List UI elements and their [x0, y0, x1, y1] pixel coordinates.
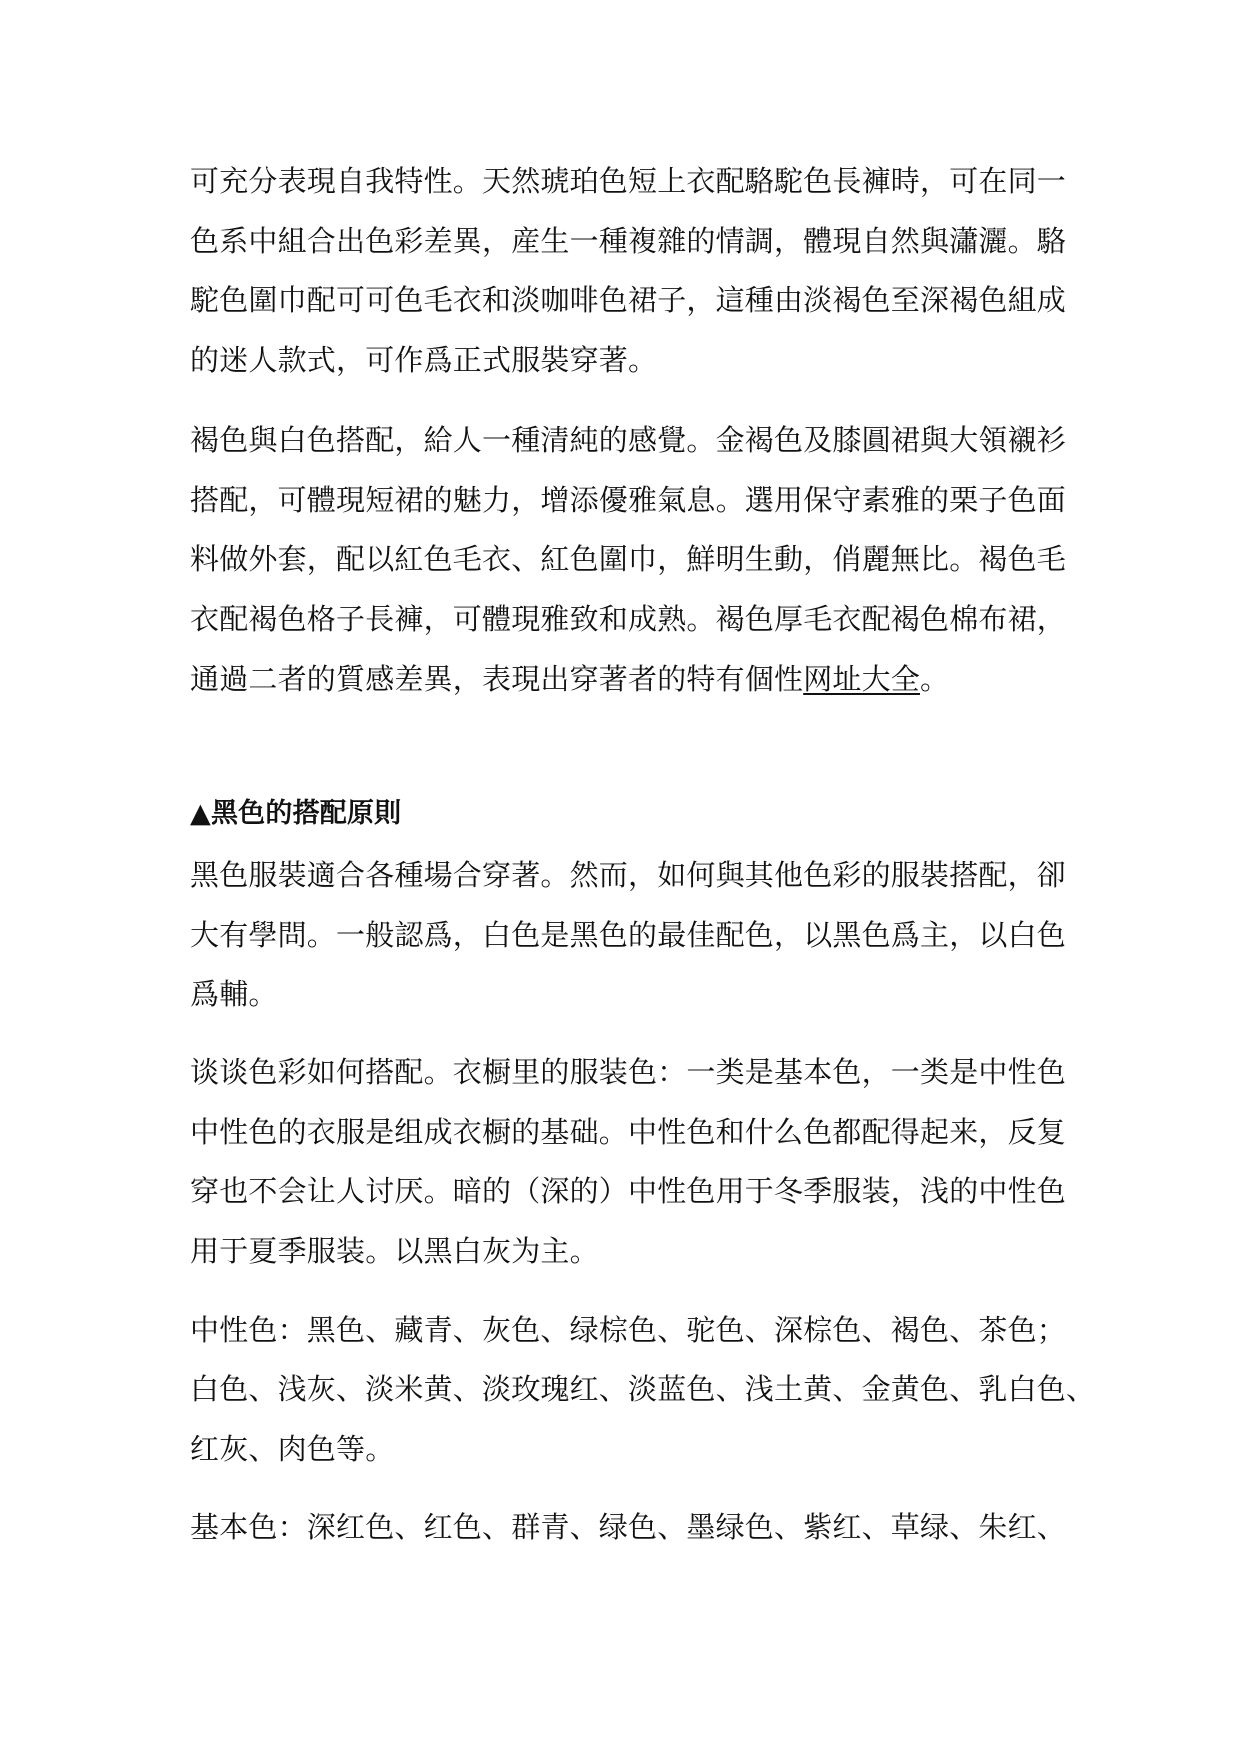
- line-text: 。: [920, 662, 950, 696]
- site-directory-link[interactable]: 网址大全: [803, 662, 921, 696]
- paragraph-line: 用于夏季服装。以黑白灰为主。: [190, 1234, 599, 1268]
- paragraph-line: 谈谈色彩如何搭配。衣橱里的服装色：一类是基本色，一类是中性色: [190, 1055, 1067, 1089]
- paragraph-line: 色系中組合出色彩差異，産生一種複雜的情調，體現自然與瀟灑。駱: [190, 224, 1067, 258]
- paragraph-line: [190, 660, 1070, 698]
- paragraph-line: 的迷人款式，可作爲正式服裝穿著。: [190, 343, 658, 377]
- paragraph-line: 白色、浅灰、淡米黄、淡玫瑰红、淡蓝色、浅土黄、金黄色、乳白色、: [190, 1372, 1096, 1406]
- paragraph-line: 衣配褐色格子長褲，可體現雅致和成熟。褐色厚毛衣配褐色棉布裙，: [190, 602, 1067, 636]
- paragraph-line: 料做外套，配以紅色毛衣、紅色圍巾，鮮明生動，俏麗無比。褐色毛: [190, 542, 1067, 576]
- paragraph-line: 褐色與白色搭配，給人一種清純的感覺。金褐色及膝圓裙與大領襯衫: [190, 423, 1067, 457]
- paragraph-line: 大有學問。一般認爲，白色是黑色的最佳配色，以黑色爲主，以白色: [190, 918, 1067, 952]
- section-heading: ▲黑色的搭配原則: [190, 798, 402, 829]
- line-text: 通過二者的質感差異，表現出穿著者的特有個性: [190, 662, 804, 696]
- paragraph-line: 红灰、肉色等。: [190, 1432, 395, 1466]
- paragraph-line: 駝色圍巾配可可色毛衣和淡咖啡色裙子，這種由淡褐色至深褐色組成: [190, 283, 1067, 317]
- paragraph-line: 中性色的衣服是组成衣橱的基础。中性色和什么色都配得起来，反复: [190, 1115, 1067, 1149]
- paragraph-line: 可充分表現自我特性。天然琥珀色短上衣配駱駝色長褲時，可在同一: [190, 164, 1067, 198]
- paragraph-line: 搭配，可體現短裙的魅力，增添優雅氣息。選用保守素雅的栗子色面: [190, 483, 1067, 517]
- paragraph-line: 基本色：深红色、红色、群青、绿色、墨绿色、紫红、草绿、朱红、: [190, 1510, 1067, 1544]
- paragraph-line: 爲輔。: [190, 977, 278, 1011]
- paragraph-line: 穿也不会让人讨厌。暗的（深的）中性色用于冬季服装，浅的中性色: [190, 1174, 1067, 1208]
- paragraph-line: 中性色：黑色、藏青、灰色、绿棕色、驼色、深棕色、褐色、茶色；: [190, 1313, 1067, 1347]
- paragraph-line: 黑色服裝適合各種場合穿著。然而，如何與其他色彩的服裝搭配，卻: [190, 858, 1067, 892]
